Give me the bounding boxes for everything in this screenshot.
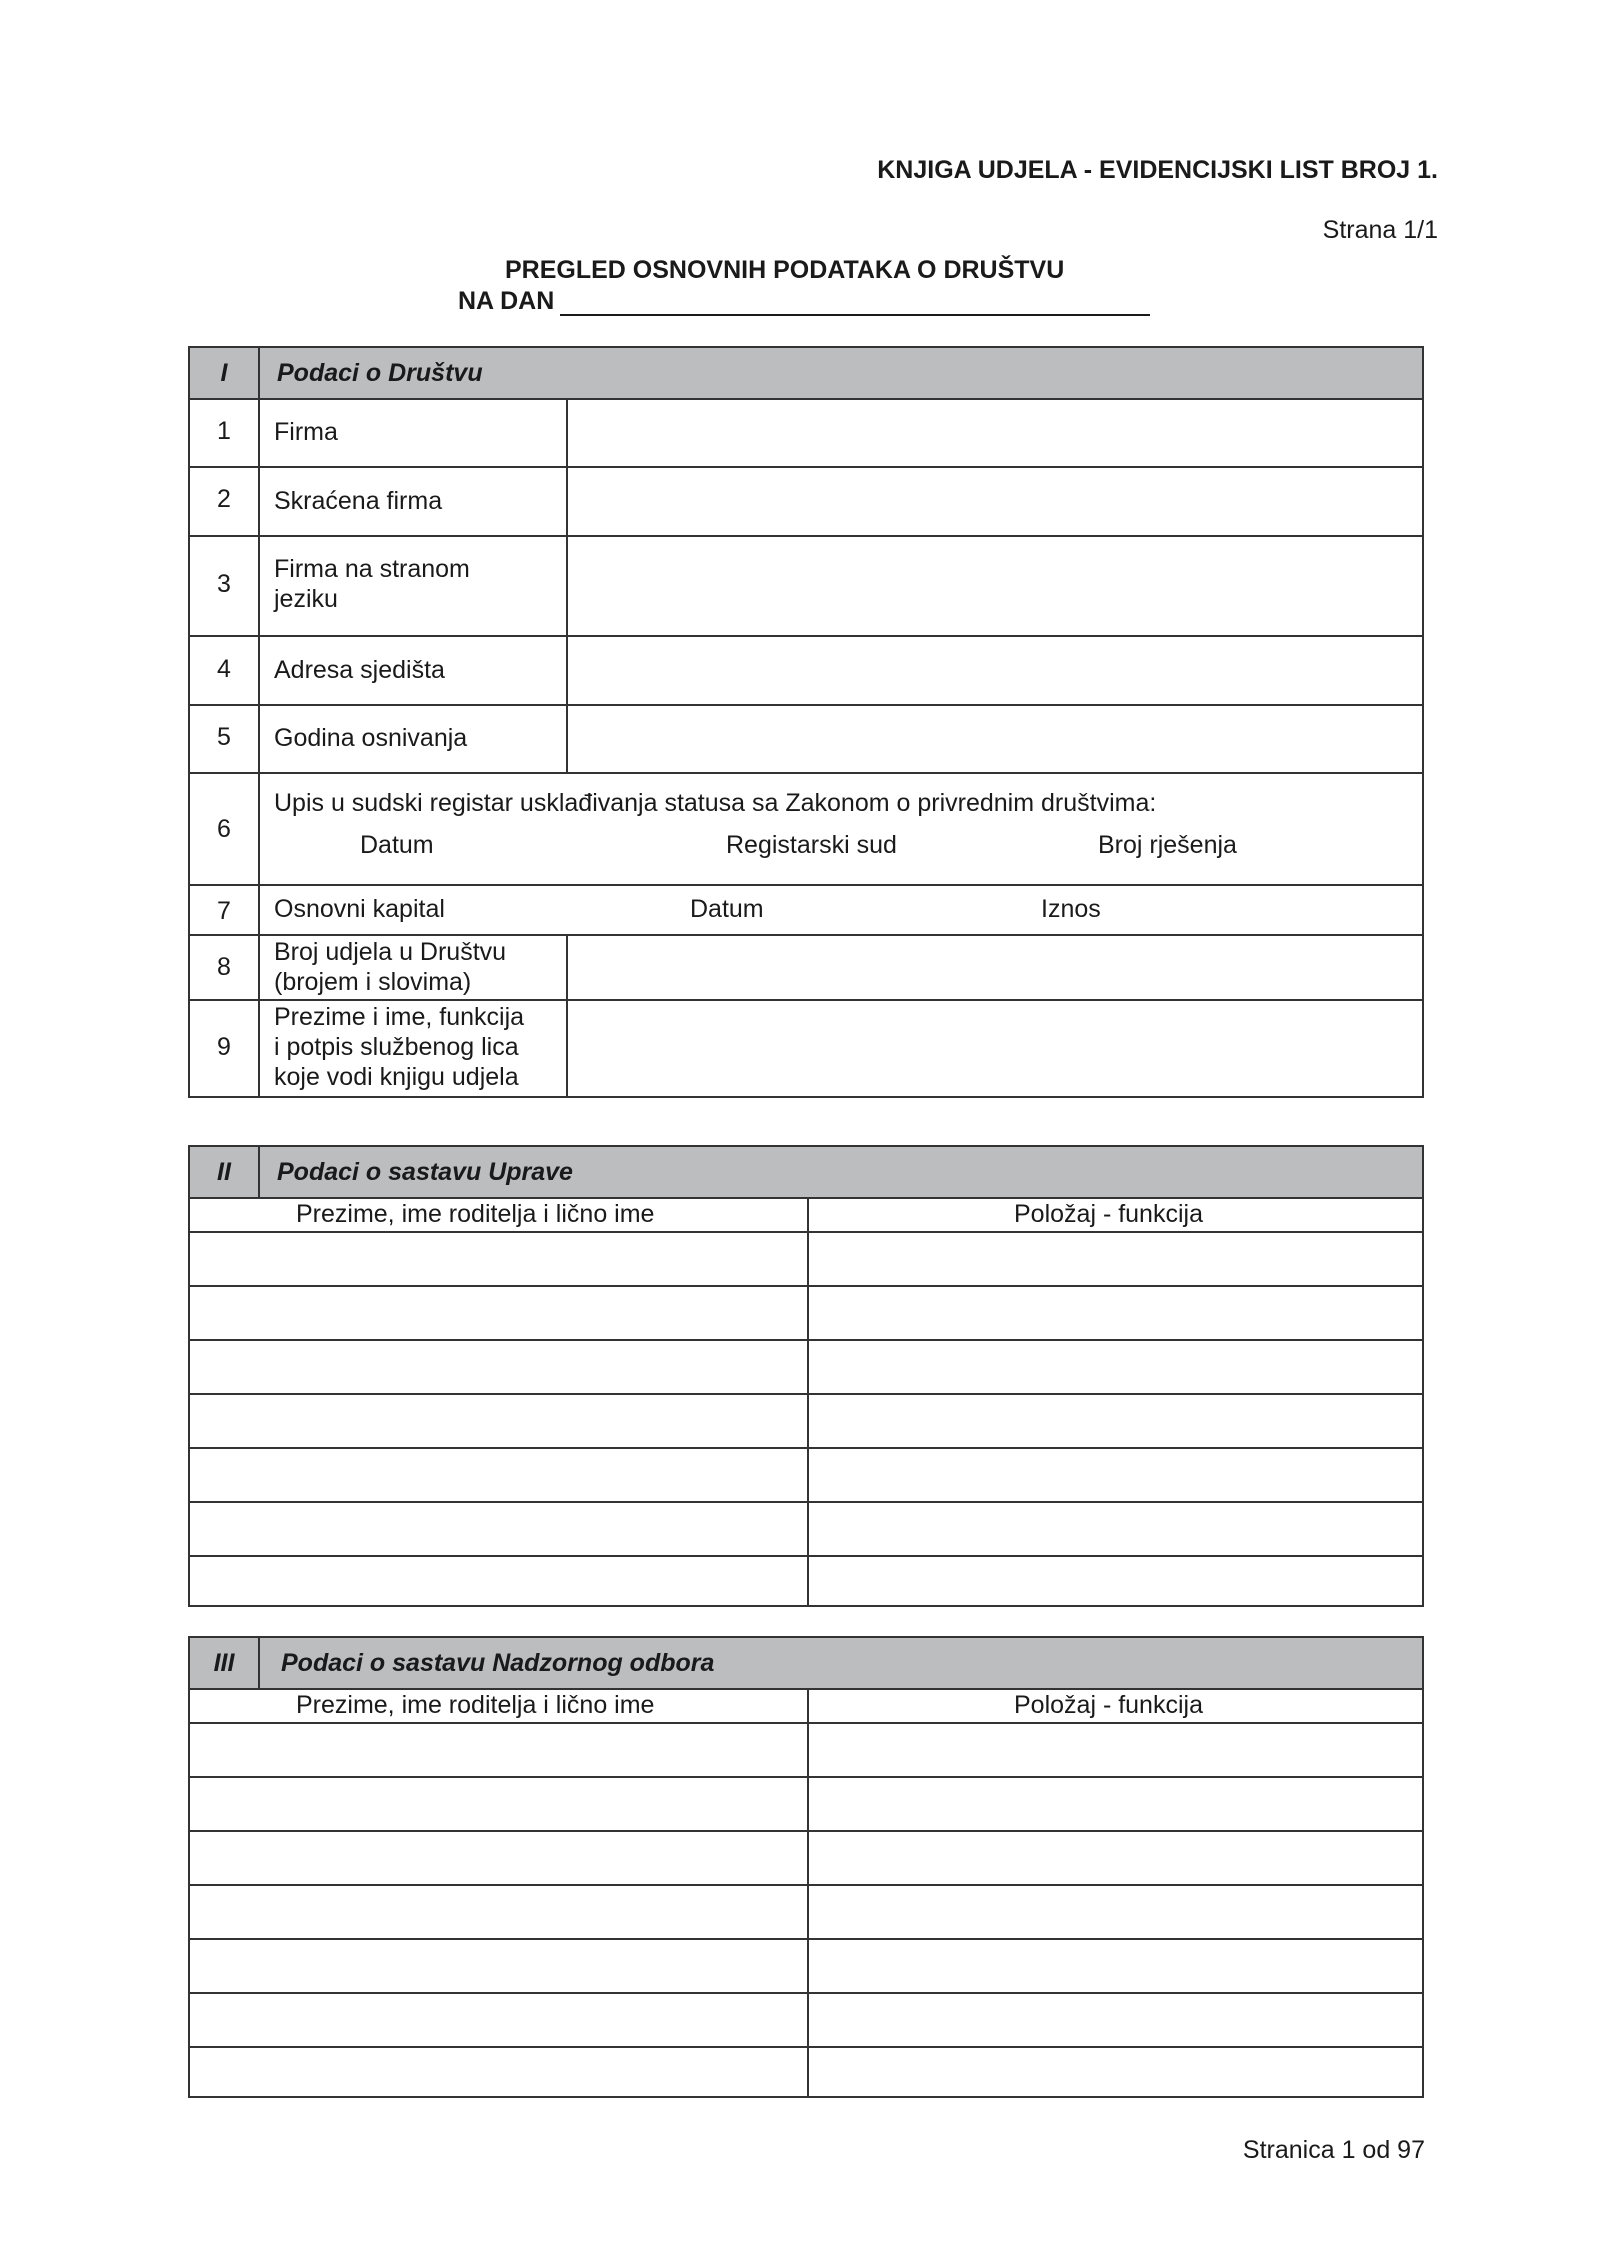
date-label: NA DAN bbox=[458, 287, 555, 315]
row-number: 5 bbox=[217, 723, 231, 751]
row-label-shares: Broj udjela u Društvu bbox=[274, 938, 507, 966]
row-label-official-cont: i potpis službenog lica bbox=[274, 1033, 519, 1061]
registration-date-label: Datum bbox=[360, 831, 434, 859]
row-label-address: Adresa sjedišta bbox=[274, 656, 445, 684]
management-position-field[interactable] bbox=[809, 1557, 1422, 1605]
board-position-field[interactable] bbox=[809, 1832, 1422, 1884]
board-name-field[interactable] bbox=[190, 1832, 806, 1884]
board-position-field[interactable] bbox=[809, 1724, 1422, 1776]
capital-amount-label: Iznos bbox=[1041, 895, 1101, 923]
row-label-foreign-name: Firma na stranom bbox=[274, 555, 470, 583]
address-field[interactable] bbox=[568, 637, 1422, 704]
management-name-field[interactable] bbox=[190, 1449, 806, 1501]
board-name-field[interactable] bbox=[190, 1994, 806, 2046]
management-position-field[interactable] bbox=[809, 1341, 1422, 1393]
board-name-field[interactable] bbox=[190, 1778, 806, 1830]
board-name-field[interactable] bbox=[190, 1886, 806, 1938]
management-name-field[interactable] bbox=[190, 1395, 806, 1447]
row-number: 8 bbox=[217, 953, 231, 981]
row-label-official: Prezime i ime, funkcija bbox=[274, 1003, 525, 1031]
board-position-field[interactable] bbox=[809, 1886, 1422, 1938]
row-number: 3 bbox=[217, 570, 231, 598]
form-subtitle: PREGLED OSNOVNIH PODATAKA O DRUŠTVU bbox=[505, 256, 1065, 284]
section-company-data bbox=[188, 346, 1424, 1098]
section-number: I bbox=[220, 359, 228, 387]
row-label-firma: Firma bbox=[274, 418, 338, 446]
row-label-official-cont2: koje vodi knjigu udjela bbox=[274, 1063, 519, 1091]
management-name-field[interactable] bbox=[190, 1557, 806, 1605]
row-number: 4 bbox=[217, 655, 231, 683]
section-number: III bbox=[213, 1649, 235, 1677]
section-number: II bbox=[217, 1158, 231, 1186]
section-title: Podaci o sastavu Nadzornog odbora bbox=[281, 1649, 715, 1677]
management-name-field[interactable] bbox=[190, 1341, 806, 1393]
short-name-field[interactable] bbox=[568, 468, 1422, 535]
column-header-name: Prezime, ime roditelja i lično ime bbox=[296, 1691, 655, 1719]
date-line bbox=[458, 287, 1150, 316]
management-position-field[interactable] bbox=[809, 1449, 1422, 1501]
row-label-founding-year: Godina osnivanja bbox=[274, 724, 468, 752]
row-number: 6 bbox=[217, 815, 231, 843]
page-label: Strana 1/1 bbox=[1322, 216, 1438, 244]
column-header-name: Prezime, ime roditelja i lično ime bbox=[296, 1200, 655, 1228]
row-label-capital: Osnovni kapital bbox=[274, 895, 445, 923]
date-field[interactable] bbox=[560, 290, 1150, 316]
page-counter: Stranica 1 od 97 bbox=[1242, 2136, 1425, 2164]
board-position-field[interactable] bbox=[809, 1778, 1422, 1830]
column-header-position: Položaj - funkcija bbox=[1014, 1691, 1203, 1719]
management-position-field[interactable] bbox=[809, 1395, 1422, 1447]
board-name-field[interactable] bbox=[190, 1724, 806, 1776]
section-management bbox=[188, 1145, 1424, 1607]
document-title: KNJIGA UDJELA - EVIDENCIJSKI LIST BROJ 1. bbox=[877, 156, 1438, 184]
registration-court-label: Registarski sud bbox=[726, 831, 897, 859]
section-title: Podaci o sastavu Uprave bbox=[277, 1158, 573, 1186]
founding-year-field[interactable] bbox=[568, 706, 1422, 772]
management-name-field[interactable] bbox=[190, 1233, 806, 1285]
firma-field[interactable] bbox=[568, 400, 1422, 466]
row-label-foreign-name-cont: jeziku bbox=[274, 585, 338, 613]
row-number: 9 bbox=[217, 1033, 231, 1061]
board-position-field[interactable] bbox=[809, 1994, 1422, 2046]
board-position-field[interactable] bbox=[809, 1940, 1422, 1992]
column-header-position: Položaj - funkcija bbox=[1014, 1200, 1203, 1228]
foreign-name-field[interactable] bbox=[568, 537, 1422, 635]
official-signature-field[interactable] bbox=[568, 1001, 1422, 1096]
row-number: 1 bbox=[217, 417, 231, 445]
capital-date-label: Datum bbox=[690, 895, 764, 923]
management-name-field[interactable] bbox=[190, 1287, 806, 1339]
section-title: Podaci o Društvu bbox=[277, 359, 483, 387]
row-label-shares-cont: (brojem i slovima) bbox=[274, 968, 472, 996]
section-supervisory-board bbox=[188, 1636, 1424, 2098]
decision-number-label: Broj rješenja bbox=[1098, 831, 1237, 859]
management-name-field[interactable] bbox=[190, 1503, 806, 1555]
row-label-court-registration: Upis u sudski registar usklađivanja statusa sa Zakonom o privrednim društvima: bbox=[274, 789, 1157, 817]
management-position-field[interactable] bbox=[809, 1233, 1422, 1285]
board-name-field[interactable] bbox=[190, 1940, 806, 1992]
board-name-field[interactable] bbox=[190, 2048, 806, 2096]
row-number: 2 bbox=[217, 485, 231, 513]
shares-field[interactable] bbox=[568, 936, 1422, 999]
management-position-field[interactable] bbox=[809, 1503, 1422, 1555]
board-position-field[interactable] bbox=[809, 2048, 1422, 2096]
row-number: 7 bbox=[217, 897, 231, 925]
management-position-field[interactable] bbox=[809, 1287, 1422, 1339]
row-label-short-name: Skraćena firma bbox=[274, 487, 443, 515]
